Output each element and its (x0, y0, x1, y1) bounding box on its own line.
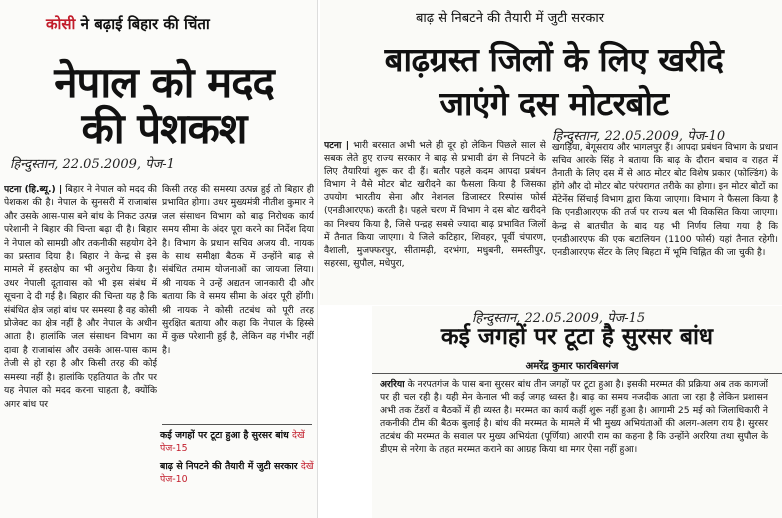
divider (372, 373, 782, 374)
headline-line-1: बाढ़ग्रस्त जिलों के लिए खरीदे (384, 40, 724, 79)
handwritten-source-note: हिन्दुस्तान, 22.05.2009, पेज-1 (10, 157, 175, 172)
ref-page: देखें पेज-10 (160, 461, 314, 485)
dateline: पटना | (324, 140, 350, 151)
clipping-motorboats (320, 0, 782, 305)
related-story-ref-1 (160, 429, 316, 455)
ref-page: देखें पेज-15 (160, 430, 305, 454)
ref-text: कई जगहों पर टूटा हुआ है सुरसर बांध (160, 430, 289, 441)
divider (162, 424, 312, 425)
body-text: के नरपतगंज के पास बना सुरसर बांध तीन जगहों पर टूटा हुआ है। इसकी मरम्मत की प्रक्रिया अब तक कागजों पर ही चल रही है। यही मेन केनाल भी कई जगह ध्वस्त है। बाढ़ का समय नजदीक आता जा रहा है लेकिन प्रशासन अभी तक टेंडरों व बैठकों में ही व्यस्त है। मरम्मत का कार्य कहीं शुरू नहीं हुआ है। आगामी 25 मई को जिलाधिकारी ने तकनीकी टीम की बैठक बुलाई है। बांध की मरम्मत के मामले में भी मुख्य अभियंताओं की अलग-अलग राय है। सुरसर तटबंध की मरम्मत के सवाल पर मुख्य अभियंता (पूर्णिया) आरपी राम का कहना है कि उन्होंने अररिया तथा सुपौल के डीएम से नरेगा के तहत मरम्मत कराने का आग्रह किया था मगर ऐसा नहीं हुआ। (380, 379, 768, 456)
dateline: अररिया (380, 379, 405, 390)
dateline: पटना (हि.ब्यू.) | (4, 184, 63, 195)
headline-line-1: नेपाल को मदद (54, 58, 274, 107)
article-body (380, 378, 768, 518)
article-column-1 (4, 183, 157, 515)
column-text: भारी बरसात अभी भले ही दूर हो लेकिन पिछले साल से सबक लेते हुए राज्य सरकार ने बाढ़ से प्रभावी ढंग से निपटने के लिए तैयारियां शुरू कर दी हैं। बतौर पहले कदम आपदा प्रबंधन विभाग ने वैसे मोटर बोट खरीदने का फैसला किया है जिसका उपयोग भारतीय सेना और नेशनल डिजास्टर रिस्पांस फोर्स (एनडीआरएफ) करती है। पहले चरण में विभाग ने दस बोट खरीदने का निश्चय किया है, जिसे पन्द्रह सबसे ज्यादा बाढ़ प्रभावित जिलों में तैनात किया जाएगा। ये जिले कटिहार, शिवहर, पूर्वी चंपारण, वैशाली, मुजफ्फरपुर, सीतामढ़ी, दरभंगा, मधुबनी, समस्तीपुर, सहरसा, सुपौल, मधेपुरा, (324, 140, 546, 269)
headline-line-2: की पेशकश (81, 104, 247, 153)
related-story-ref-2 (160, 460, 316, 486)
kicker: बाढ़ से निबटने की तैयारी में जुटी सरकार (416, 11, 605, 26)
headline-line-2: जाएंगे दस मोटरबोट (439, 84, 669, 123)
article-column-1 (324, 139, 546, 301)
headline: कई जगहों पर टूटा है सुरसर बांध (440, 324, 714, 350)
kicker-text: ने बढ़ाई बिहार की चिंता (75, 15, 210, 33)
handwritten-source-note: हिन्दुस्तान, 22.05.2009, पेज-10 (552, 129, 726, 144)
clipping-nepal-offer (0, 0, 318, 518)
article-column-2: खगड़िया, बेगूसराय और भागलपुर हैं। आपदा प्रबंधन विभाग के प्रधान सचिव आरके सिंह ने बताया कि बाढ़ के दौरान बचाव व राहत में तैनाती के लिए दस में से आठ मोटर बोट विशेष प्रकार (फोल्डिंग) के होंगे और दो मोटर बोट परंपरागत तरीके का होगा। इन मोटर बोटों का मेंटेनेंस सिंचाई विभाग द्वारा किया जाएगा। विभाग ने फैसला किया है कि एनडीआरएफ की तर्ज पर राज्य बल भी विकसित किया जाएगा। केन्द्र से बातचीत के बाद यह भी निर्णय लिया गया है कि एनडीआरएफ की एक बटालियन (1100 फोर्स) यहां तैनात रहेगी। एनडीआरएफ सेंटर के लिए बिहटा में भूमि चिह्नित की जा चुकी है। (552, 142, 778, 258)
handwritten-source-note: हिन्दुस्तान, 22.05.2009, पेज-15 (472, 311, 646, 326)
article-column-2: किसी तरह की समस्या उत्पन्न हुई तो बिहार ही प्रभावित होगा। उधर मुख्यमंत्री नीतीश कुमार ने जल संसाधन विभाग को बाढ़ निरोधक कार्य समय सीमा के अंदर पूरा करने का निर्देश दिया है। विभाग के प्रधान सचिव अजय वी. नायक के साथ समीक्षा बैठक में उन्होंने बाढ़ से संबंधित तमाम योजनाओं का जायजा लिया। श्री नायक ने उन्हें अद्यतन जानकारी दी और बताया कि वे समय सीमा के अंदर पूरी होंगी। श्री नायक ने कोसी तटबंध को पूरी तरह सुरक्षित बताया और कहा कि नेपाल के हिस्से में कुछ परेशानी हुई है, लेकिन वह गंभीर नहीं है। (162, 184, 314, 356)
ref-text: बाढ़ से निपटने की तैयारी में जुटी सरकार (160, 461, 298, 472)
clipping-sursar-dam (372, 306, 782, 518)
column-text: बिहार ने नेपाल को मदद की पेशकश की है। नेपाल के सुनसरी में राजाबांस और उसके आस-पास बने बांध के निकट उत्पन्न परेशानी ने बिहार की चिन्ता बढ़ा दी है। बिहार ने नेपाल को सामग्री और तकनीकी सहयोग देने का प्रस्ताव दिया है। बिहार ने केन्द्र से इस मामले में हस्तक्षेप का भी अनुरोध किया है। उधर नेपाली दूतावास को भी इस संबंध में सूचना दे दी गई है। बिहार की चिन्ता यह है कि संबंधित क्षेत्र जहां बांध पर समस्या है वह कोसी प्रोजेक्ट का क्षेत्र नहीं है और नेपाल के अधीन आता है। हालांकि जल संसाधन विभाग का दावा है राजाबांस और उसके आस-पास काम तेजी से हो रहा है और किसी तरह की कोई समस्या नहीं है। हालांकि एहतियात के तौर पर यह नेपाल को मदद करना चाहता है, क्योंकि अगर बांध पर (4, 184, 157, 410)
kicker-highlight: कोसी (46, 15, 76, 33)
kicker (46, 14, 314, 34)
byline: अमरेंद्र कुमार फारबिसगंज (525, 361, 619, 372)
